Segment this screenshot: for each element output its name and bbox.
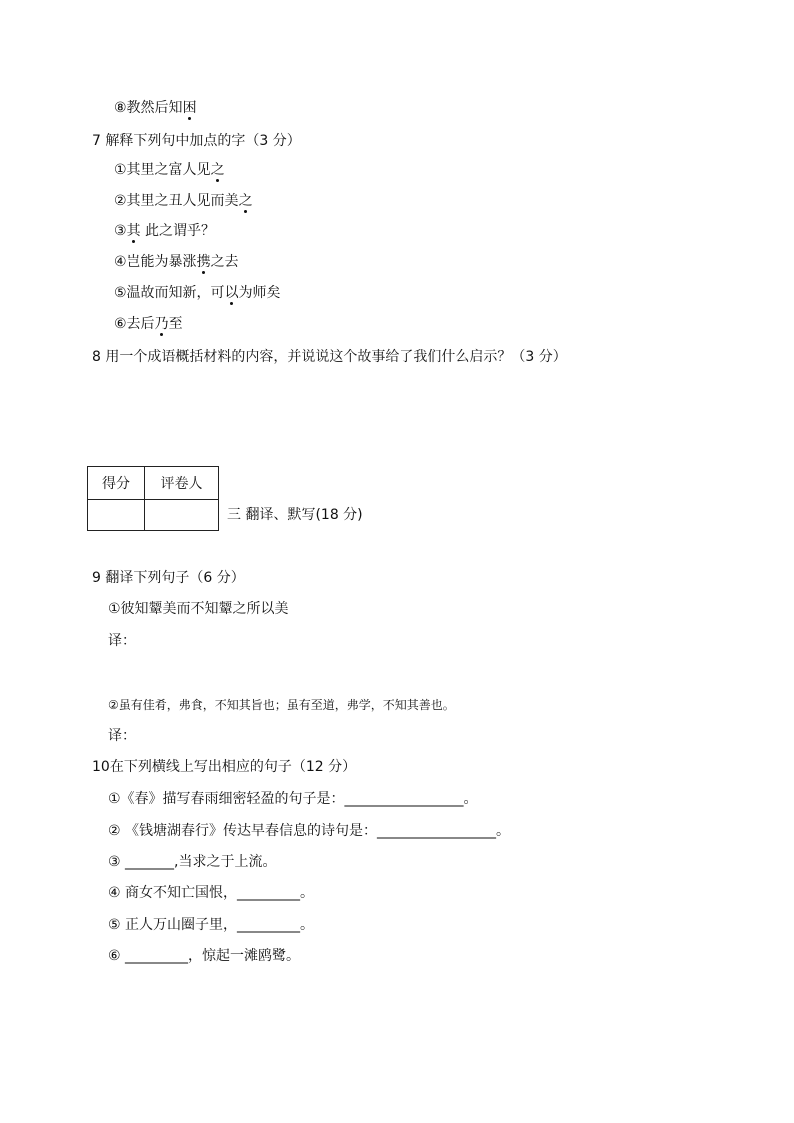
- q9-sentence-1: ①彼知颦美而不知颦之所以美: [108, 601, 289, 617]
- section-3-title: 三 翻译、默写(18 分): [227, 507, 363, 523]
- score-blank-cell[interactable]: [88, 500, 145, 531]
- q10-item-2: ② 《钱塘湖春行》传达早春信息的诗句是：_________________。: [108, 823, 510, 839]
- q7-title: 7 解释下列句中加点的字（3 分）: [92, 133, 301, 149]
- q7-item-5: ⑤温故而知新，可以为师矣: [114, 285, 281, 301]
- grader-blank-cell[interactable]: [145, 500, 219, 531]
- q9-translation-label-2: 译：: [108, 728, 136, 744]
- dotted-char: 困: [182, 100, 197, 116]
- dotted-char: 携: [196, 254, 211, 270]
- dotted-char: 乃: [154, 316, 169, 332]
- score-label: 得分: [88, 467, 145, 500]
- q7-item-1: ①其里之富人见之: [114, 162, 225, 178]
- q10-item-3: ③ _______,当求之于上流。: [108, 854, 277, 870]
- q9-title: 9 翻译下列句子（6 分）: [92, 570, 245, 586]
- dotted-char: 其: [126, 223, 141, 239]
- q8-title: 8 用一个成语概括材料的内容，并说说这个故事给了我们什么启示？（3 分）: [92, 349, 567, 365]
- q7-item-2: ②其里之丑人见而美之: [114, 193, 253, 209]
- q10-item-6: ⑥ _________，惊起一滩鸥鹭。: [108, 948, 301, 964]
- q10-item-1: ①《春》描写春雨细密轻盈的句子是：_________________。: [108, 791, 478, 807]
- q9-translation-label-1: 译：: [108, 633, 136, 649]
- score-table: [87, 466, 219, 531]
- dotted-char: 之: [210, 162, 225, 178]
- q10-item-4: ④ 商女不知亡国恨，_________。: [108, 885, 315, 901]
- q7-item-4: ④岂能为暴涨携之去: [114, 254, 239, 270]
- q9-sentence-2: ②虽有佳肴，弗食，不知其旨也；虽有至道，弗学，不知其善也。: [108, 698, 455, 712]
- q7-item-6: ⑥去后乃至: [114, 316, 183, 332]
- q10-item-5: ⑤ 正人万山圈子里，_________。: [108, 917, 315, 933]
- dotted-char: 以: [224, 285, 239, 301]
- dotted-char: 之: [238, 193, 253, 209]
- q6-item-8: ⑧教然后知困: [114, 100, 197, 116]
- q10-title: 10在下列横线上写出相应的句子（12 分）: [92, 759, 357, 775]
- q7-item-3: ③其 此之谓乎？: [114, 223, 216, 239]
- grader-label: 评卷人: [145, 467, 219, 500]
